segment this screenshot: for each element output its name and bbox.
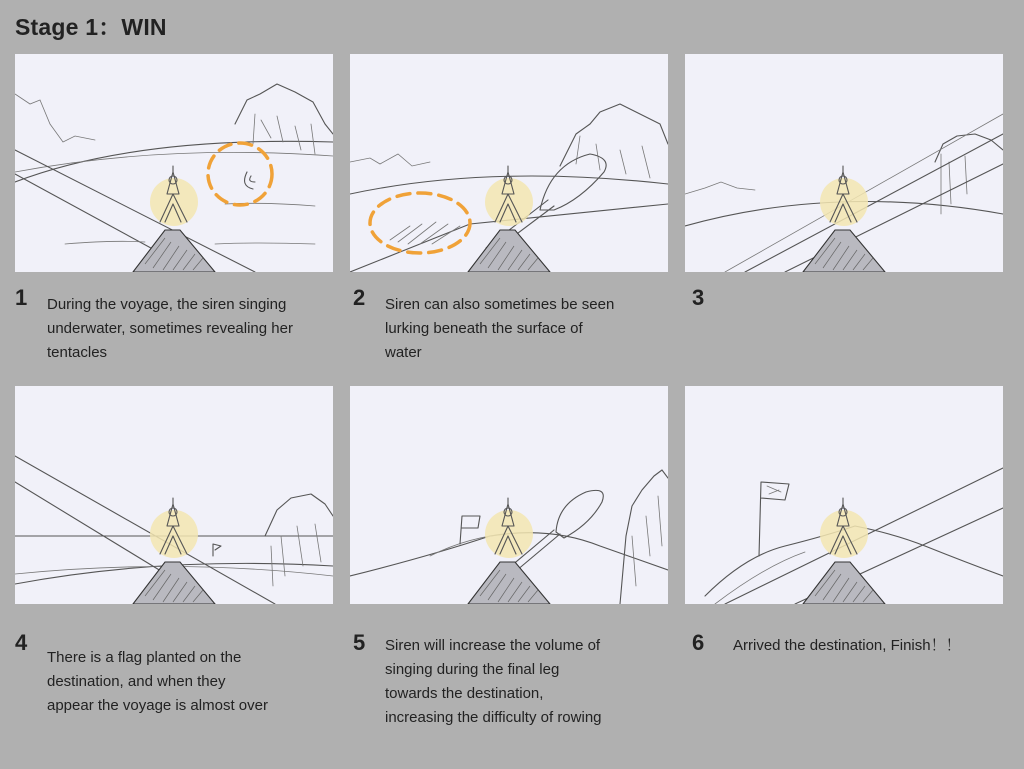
- caption-line: Siren can also sometimes be seen: [385, 296, 615, 313]
- caption-line: tentacles: [47, 344, 108, 361]
- storyboard-panel-5: [350, 386, 668, 604]
- sketch-panel-3: [685, 54, 1003, 272]
- caption-line: lurking beneath the surface of: [385, 320, 583, 337]
- panel-number-5: 5: [353, 630, 366, 655]
- sketch-panel-1: [15, 54, 333, 272]
- storyboard-panel-4: [15, 386, 333, 604]
- panel-number-3: 3: [692, 285, 705, 310]
- caption-line: Siren will increase the volume of: [385, 637, 601, 654]
- page-title: Stage 1：WIN: [15, 14, 167, 40]
- caption-line: towards the destination,: [385, 685, 544, 702]
- caption-line: During the voyage, the siren singing: [47, 296, 287, 313]
- caption-line: increasing the difficulty of rowing: [385, 709, 602, 726]
- caption-line: appear the voyage is almost over: [47, 697, 268, 714]
- caption-line: water: [385, 344, 422, 361]
- panel-number-6: 6: [692, 630, 705, 655]
- storyboard-panel-6: [685, 386, 1003, 604]
- storyboard-panel-2: [350, 54, 668, 272]
- panel-number-2: 2: [353, 285, 366, 310]
- storyboard-panel-1: [15, 54, 333, 272]
- storyboard-panel-3: [685, 54, 1003, 272]
- caption-line: singing during the final leg: [385, 661, 560, 678]
- caption-line: destination, and when they: [47, 673, 226, 690]
- sketch-panel-5: [350, 386, 668, 604]
- sketch-panel-6: [685, 386, 1003, 604]
- sketch-panel-4: [15, 386, 333, 604]
- sketch-panel-2: [350, 54, 668, 272]
- panel-caption-2: [385, 293, 614, 365]
- panel-caption-5: [385, 634, 602, 730]
- panel-number-4: 4: [15, 630, 28, 655]
- caption-line: Arrived the destination, Finish！！: [733, 637, 961, 654]
- caption-line: underwater, sometimes revealing her: [47, 320, 293, 337]
- panel-caption-1: [47, 293, 293, 365]
- panel-number-1: 1: [15, 285, 28, 310]
- panel-caption-6: [733, 634, 961, 658]
- panel-caption-4: [47, 646, 268, 718]
- caption-line: There is a flag planted on the: [47, 649, 242, 666]
